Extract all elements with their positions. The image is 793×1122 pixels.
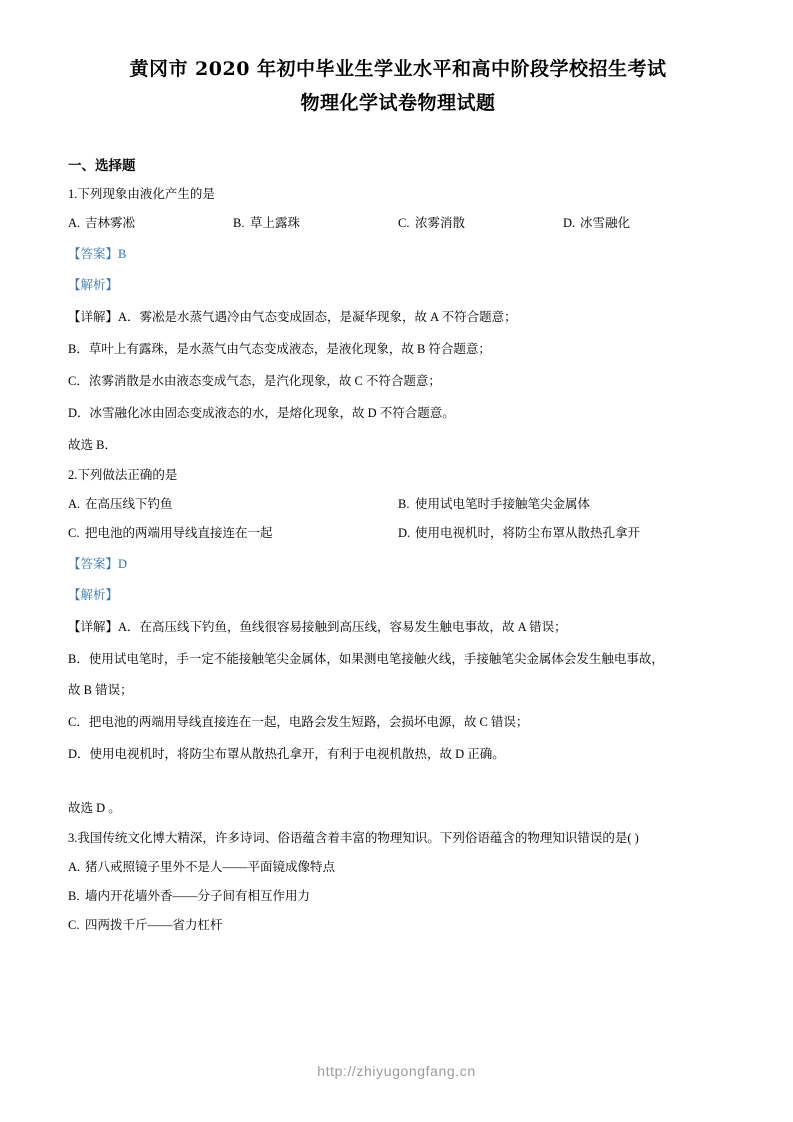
- option-d[interactable]: [398, 523, 728, 543]
- question-stem: 3.我国传统文化博大精深，许多诗词、俗语蕴含着丰富的物理知识。下列俗语蕴含的物理知识错误的是( ): [68, 831, 639, 845]
- option-b[interactable]: [398, 494, 728, 514]
- title-line-1: 黄冈市 2020 年初中毕业生学业水平和高中阶段学校招生考试: [129, 58, 667, 80]
- option-label: B.: [68, 889, 80, 903]
- option-label: A.: [68, 216, 81, 230]
- option-text: 使用试电笔时手接触笔尖金属体: [415, 497, 591, 511]
- option-label: C.: [398, 216, 410, 230]
- option-text: 浓雾消散: [415, 216, 466, 230]
- option-row: [68, 523, 728, 543]
- question-stem: 2.下列做法正确的是: [68, 468, 178, 482]
- option-row: [68, 915, 728, 935]
- detail-line: 【详解】A．雾凇是水蒸气遇冷由气态变成固态，是凝华现象，故 A 不符合题意；: [68, 310, 517, 324]
- title-line-2: 物理化学试卷物理试题: [300, 92, 496, 114]
- answer-line: [68, 554, 728, 574]
- option-text: 四两拨千斤——省力杠杆: [85, 918, 223, 932]
- option-label: D.: [563, 216, 576, 230]
- question-block-3: [68, 828, 728, 935]
- option-text: 墙内开花墙外香——分子间有相互作用力: [85, 889, 311, 903]
- option-c[interactable]: [398, 213, 563, 233]
- analysis-tag: 【解析】: [68, 278, 119, 292]
- question-stem: 1.下列现象由液化产生的是: [68, 187, 215, 201]
- answer-value: B: [118, 247, 127, 261]
- document-content: [68, 52, 728, 935]
- page-title: [68, 52, 728, 120]
- option-text: 冰雪融化: [580, 216, 631, 230]
- option-d[interactable]: [563, 213, 728, 233]
- option-label: B.: [398, 497, 410, 511]
- option-text: 草上露珠: [250, 216, 301, 230]
- option-label: A.: [68, 497, 81, 511]
- question-block-2: [68, 465, 728, 818]
- detail-line: D．使用电视机时，将防尘布罩从散热孔拿开，有利于电视机散热，故 D 正确。: [68, 747, 505, 761]
- option-a[interactable]: [68, 857, 335, 877]
- option-row: [68, 886, 728, 906]
- option-row: [68, 213, 728, 233]
- option-label: C.: [68, 918, 80, 932]
- analysis-tag: 【解析】: [68, 588, 119, 602]
- option-row: [68, 857, 728, 877]
- paragraph-spacer: [68, 764, 728, 786]
- section-heading: 一、选择题: [68, 158, 136, 174]
- option-text: 使用电视机时，将防尘布罩从散热孔拿开: [415, 526, 641, 540]
- option-label: D.: [398, 526, 411, 540]
- detail-line: D．冰雪融化冰由固态变成液态的水，是熔化现象，故 D 不符合题意。: [68, 406, 455, 420]
- option-a[interactable]: [68, 494, 398, 514]
- detail-line: B．使用试电笔时，手一定不能接触笔尖金属体，如果测电笔接触火线，手接触笔尖金属体会发生触电事故，: [68, 652, 664, 666]
- answer-line: [68, 244, 728, 264]
- option-row: [68, 494, 728, 514]
- option-b[interactable]: [68, 886, 310, 906]
- conclusion-line: 故选 D 。: [68, 801, 121, 815]
- option-text: 把电池的两端用导线直接连在一起: [85, 526, 273, 540]
- question-block-1: [68, 184, 728, 455]
- option-b[interactable]: [233, 213, 398, 233]
- answer-tag: 【答案】: [68, 247, 119, 261]
- detail-line: C．浓雾消散是水由液态变成气态，是汽化现象，故 C 不符合题意；: [68, 374, 441, 388]
- option-text: 猪八戒照镜子里外不是人——平面镜成像特点: [85, 860, 336, 874]
- option-label: B.: [233, 216, 245, 230]
- watermark: http://zhiyugongfang.cn: [317, 1063, 476, 1079]
- option-a[interactable]: [68, 213, 233, 233]
- detail-line: 【详解】A．在高压线下钓鱼，鱼线很容易接触到高压线，容易发生触电事故，故 A 错误；: [68, 620, 567, 634]
- option-text: 在高压线下钓鱼: [85, 497, 173, 511]
- option-c[interactable]: [68, 523, 398, 543]
- answer-tag: 【答案】: [68, 557, 119, 571]
- detail-line: C．把电池的两端用导线直接连在一起，电路会发生短路，会损坏电源，故 C 错误；: [68, 715, 529, 729]
- option-text: 吉林雾凇: [85, 216, 136, 230]
- answer-value: D: [118, 557, 128, 571]
- detail-line: B．草叶上有露珠，是水蒸气由气态变成液态，是液化现象，故 B 符合题意；: [68, 342, 491, 356]
- option-label: A.: [68, 860, 81, 874]
- conclusion-line: 故选 B．: [68, 438, 117, 452]
- option-label: C.: [68, 526, 80, 540]
- option-c[interactable]: [68, 915, 223, 935]
- detail-line: 故 B 错误；: [68, 683, 133, 697]
